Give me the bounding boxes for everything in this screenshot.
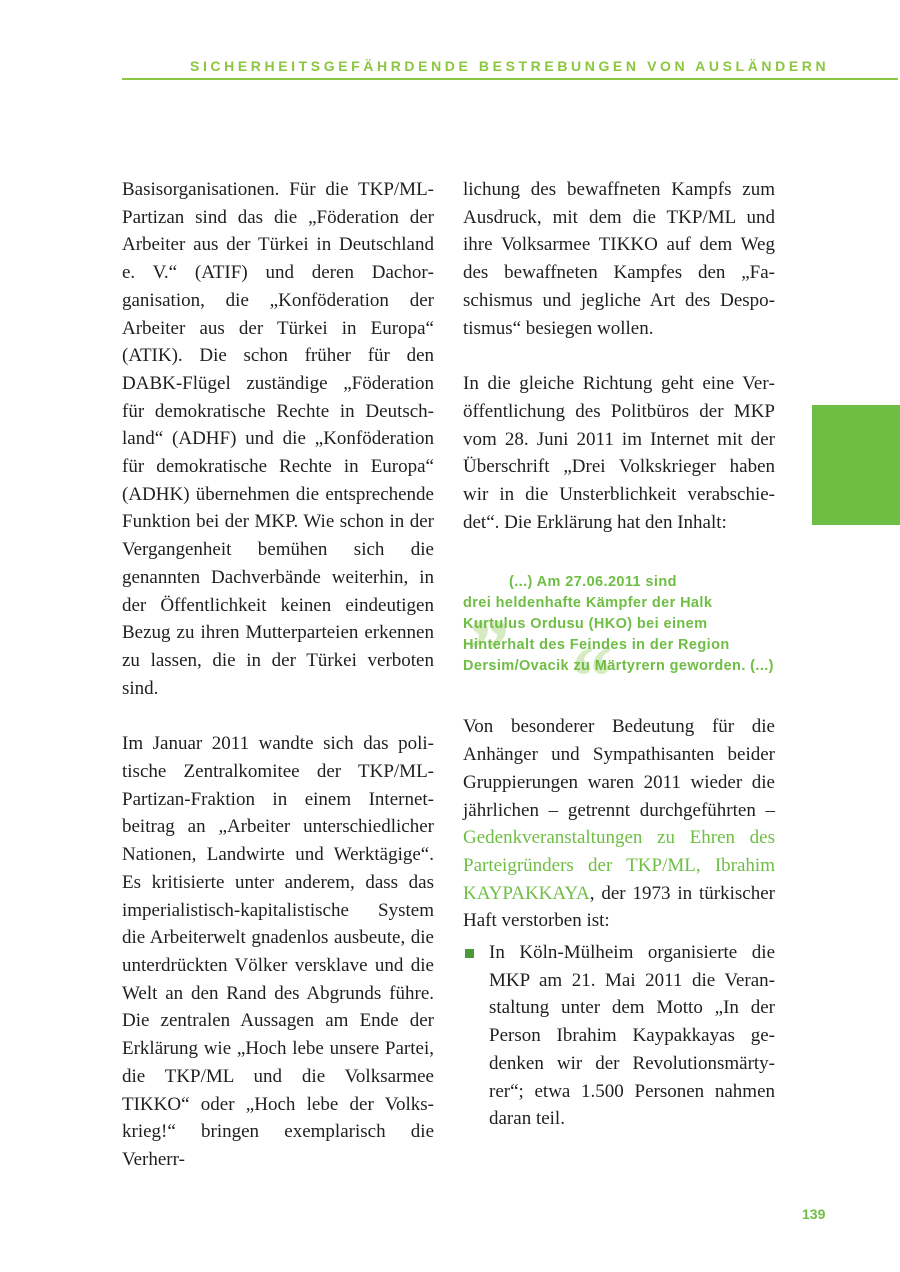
right-column — [463, 176, 775, 1133]
paragraph-3-lead: Von besonderer Bedeutung für die Anhänger und Sympathisanten beider Gruppierungen waren 2011 wieder die jährlichen – getrennt durchgeführten – — [463, 716, 775, 821]
chapter-tab-marker — [812, 405, 900, 525]
quote-body: drei heldenhafte Kämpfer der Halk Kurtulus Ordusu (HKO) bei einem Hinterhalt des Feindes in der Region Dersim/Ovacik zu Märtyrern geworden. (...) — [463, 595, 774, 675]
right-paragraph-3 — [463, 713, 775, 935]
open-quote-icon: „ — [471, 557, 516, 655]
right-paragraph-1: lichung des bewaffneten Kampfs zum Ausdruck, mit dem die TKP/ML und ihre Volksarmee TIKKO auf dem Weg des bewaffneten Kampfes den „Faschismus und jegliche Art des Despotismus“ besiegen wollen. — [463, 179, 775, 339]
bullet-item — [463, 939, 775, 1133]
left-column — [122, 176, 434, 1174]
quote-first-line: (...) Am 27.06.2011 sind — [509, 574, 677, 591]
highlighted-topic: Gedenkveranstaltungen zu Ehren des Parteigründers der TKP/ML, Ibrahim KAYPAKKAYA — [463, 827, 775, 904]
bullet-list — [463, 939, 775, 1133]
bullet-text: In Köln-Mülheim organisierte die MKP am 21. Mai 2011 die Veranstaltung unter dem Motto „In der Person Ibrahim Kaypakkayas gedenken wir der Revolutionsmärtyrer“; etwa 1.500 Personen nahmen daran teil. — [489, 942, 775, 1130]
square-bullet-icon — [465, 949, 474, 958]
header-title: SICHERHEITSGEFÄHRDENDE BESTREBUNGEN VON AUSLÄNDERN — [190, 58, 830, 74]
close-quote-icon: “ — [567, 629, 612, 727]
quote-text — [463, 572, 775, 677]
header-rule — [122, 78, 898, 80]
paragraph-3-tail: , der 1973 in türkischer Haft verstorben ist: — [463, 882, 775, 932]
left-paragraph-1: Basisorganisationen. Für die TKP/ML-Partizan sind das die „Föderation der Arbeiter aus der Türkei in Deutschland e. V.“ (ATIF) und deren Dachorganisation, die „Konföderation der Arbeiter aus der Türkei in Europa“ (ATIK). Die schon früher für den DABK-Flügel zuständige „Föderation für demokratische Rechte in Deutschland“ (ADHF) und die „Konföderation für demokratische Rechte in Europa“ (ADHK) übernehmen die entsprechende Funktion bei der MKP. Wie schon in der Vergangenheit bemühen sich die genannten Dachverbände weiterhin, in der Öffentlichkeit keinen eindeutigen Bezug zu ihren Mutterparteien erkennen zu lassen, die in der Türkei verboten sind. — [122, 179, 434, 699]
page-number: 139 — [802, 1206, 826, 1222]
left-paragraph-2: Im Januar 2011 wandte sich das politische Zentralkomitee der TKP/ML-Partizan-Fraktion in einem Internetbeitrag an „Arbeiter unterschiedlicher Nationen, Landwirte und Werktägige“. Es kritisierte unter anderem, dass das imperialistisch-kapitalistische System die Arbeiterwelt gnadenlos ausbeute, die unterdrückten Völker versklave und die Welt an den Rand des Abgrunds führe. Die zentralen Aussagen am Ende der Erklärung wie „Hoch lebe unsere Partei, die TKP/ML und die Volksarmee TIKKO“ oder „Hoch lebe der Volkskrieg!“ bringen exemplarisch die Verherr- — [122, 733, 434, 1170]
right-paragraph-2: In die gleiche Richtung geht eine Veröffentlichung des Politbüros der MKP vom 28. Juni 2011 im Internet mit der Überschrift „Drei Volkskrieger haben wir in die Unsterblichkeit verabschiedet“. Die Erklärung hat den Inhalt: — [463, 373, 775, 533]
block-quote — [463, 557, 775, 727]
